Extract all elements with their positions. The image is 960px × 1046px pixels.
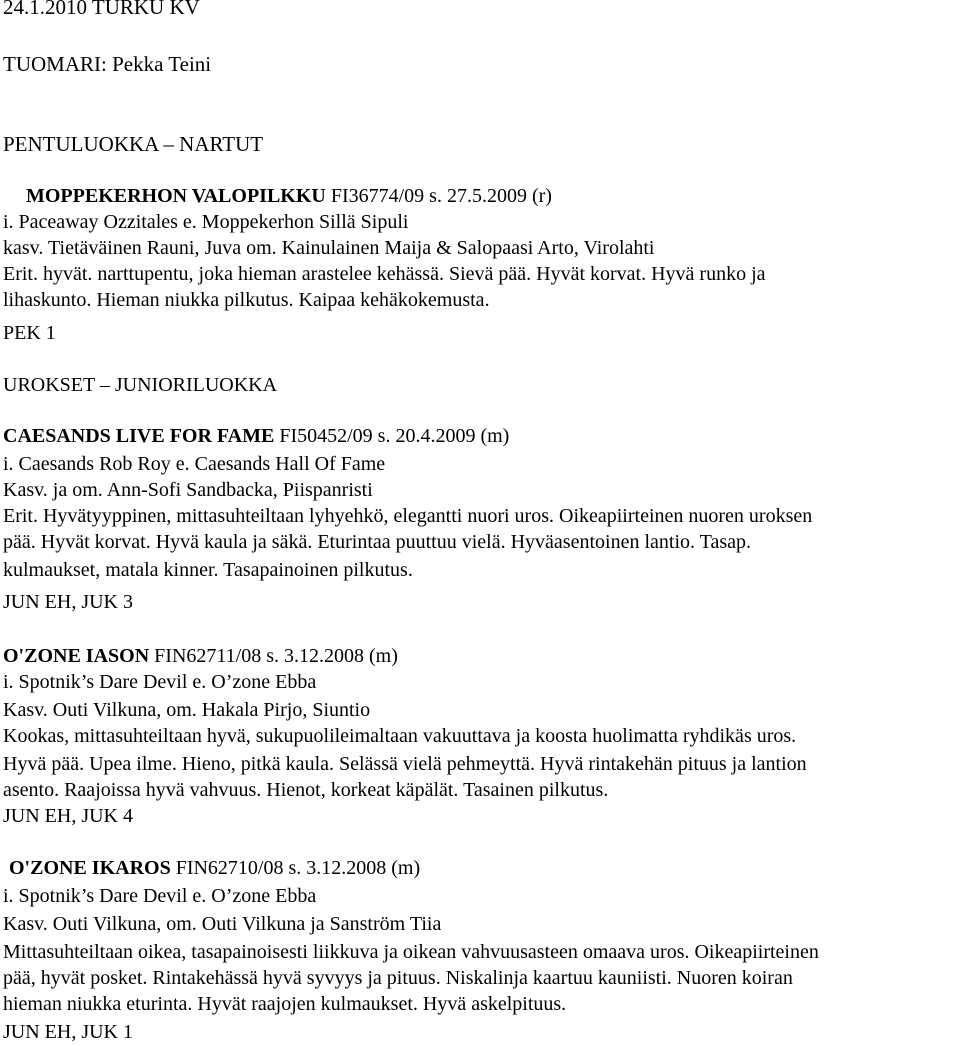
- result-line: JUN EH, JUK 3: [3, 591, 133, 613]
- judge-line: TUOMARI: Pekka Teini: [3, 52, 212, 76]
- dog-name: MOPPEKERHON VALOPILKKU: [26, 185, 326, 207]
- event-date-location: 24.1.2010 TURKU KV: [3, 0, 200, 19]
- dog-name: O'ZONE IASON: [3, 645, 150, 667]
- breeder-owner-line: Kasv. Outi Vilkuna, om. Hakala Pirjo, Siuntio: [3, 699, 371, 721]
- entry-title: [26, 186, 552, 206]
- critique-line: Kookas, mittasuhteiltaan hyvä, sukupuolileimaltaan vakuuttava ja koosta huolimatta ryhdikäs uros.: [3, 725, 797, 747]
- result-line: PEK 1: [3, 322, 56, 344]
- result-line: JUN EH, JUK 1: [3, 1021, 133, 1043]
- critique-line: hieman niukka eturinta. Hyvät raajojen kulmaukset. Hyvä askelpituus.: [3, 993, 567, 1015]
- entry-title: [3, 646, 398, 666]
- critique-line: lihaskunto. Hieman niukka pilkutus. Kaipaa kehäkokemusta.: [3, 289, 490, 311]
- registration-info: FIN62710/08 s. 3.12.2008 (m): [170, 857, 421, 879]
- pedigree-line: i. Paceaway Ozzitales e. Moppekerhon Sillä Sipuli: [3, 211, 409, 233]
- registration-info: FIN62711/08 s. 3.12.2008 (m): [149, 645, 398, 667]
- critique-line: pää. Hyvät korvat. Hyvä kaula ja säkä. Eturintaa puuttuu vielä. Hyväasentoinen lantio. Tasap.: [3, 531, 751, 553]
- breeder-owner-line: kasv. Tietäväinen Rauni, Juva om. Kainulainen Maija & Salopaasi Arto, Virolahti: [3, 237, 655, 259]
- critique-line: kulmaukset, matala kinner. Tasapainoinen pilkutus.: [3, 559, 413, 581]
- result-line: JUN EH, JUK 4: [3, 805, 133, 827]
- breeder-owner-line: Kasv. ja om. Ann-Sofi Sandbacka, Piispanristi: [3, 479, 373, 501]
- registration-info: FI36774/09 s. 27.5.2009 (r): [325, 185, 552, 207]
- pedigree-line: i. Caesands Rob Roy e. Caesands Hall Of Fame: [3, 453, 386, 475]
- critique-line: Mittasuhteiltaan oikea, tasapainoisesti liikkuva ja oikean vahvuusasteen omaava uros. Oikeapiirteinen: [3, 941, 819, 963]
- breeder-owner-line: Kasv. Outi Vilkuna, om. Outi Vilkuna ja Sanström Tiia: [3, 913, 442, 935]
- registration-info: FI50452/09 s. 20.4.2009 (m): [274, 425, 510, 447]
- critique-line: Hyvä pää. Upea ilme. Hieno, pitkä kaula. Selässä vielä pehmeyttä. Hyvä rintakehän pituus ja lantion: [3, 753, 807, 775]
- critique-line: pää, hyvät posket. Rintakehässä hyvä syvyys ja pituus. Niskalinja kaartuu kauniisti. Nuoren koiran: [3, 967, 793, 989]
- critique-line: Erit. Hyvätyyppinen, mittasuhteiltaan lyhyehkö, elegantti nuori uros. Oikeapiirteinen nuoren uroksen: [3, 505, 813, 527]
- critique-line: Erit. hyvät. narttupentu, joka hieman arastelee kehässä. Sievä pää. Hyvät korvat. Hyvä runko ja: [3, 263, 766, 285]
- pedigree-line: i. Spotnik’s Dare Devil e. O’zone Ebba: [3, 671, 317, 693]
- pedigree-line: i. Spotnik’s Dare Devil e. O’zone Ebba: [3, 885, 317, 907]
- dog-name: O'ZONE IKAROS: [9, 857, 171, 879]
- critique-line: asento. Raajoissa hyvä vahvuus. Hienot, korkeat käpälät. Tasainen pilkutus.: [3, 779, 609, 801]
- section-heading-junior-males: UROKSET – JUNIORILUOKKA: [3, 374, 278, 396]
- dog-name: CAESANDS LIVE FOR FAME: [3, 425, 275, 447]
- entry-title: [3, 426, 509, 446]
- section-heading-puppy-females: PENTULUOKKA – NARTUT: [3, 132, 264, 156]
- entry-title: [9, 858, 420, 878]
